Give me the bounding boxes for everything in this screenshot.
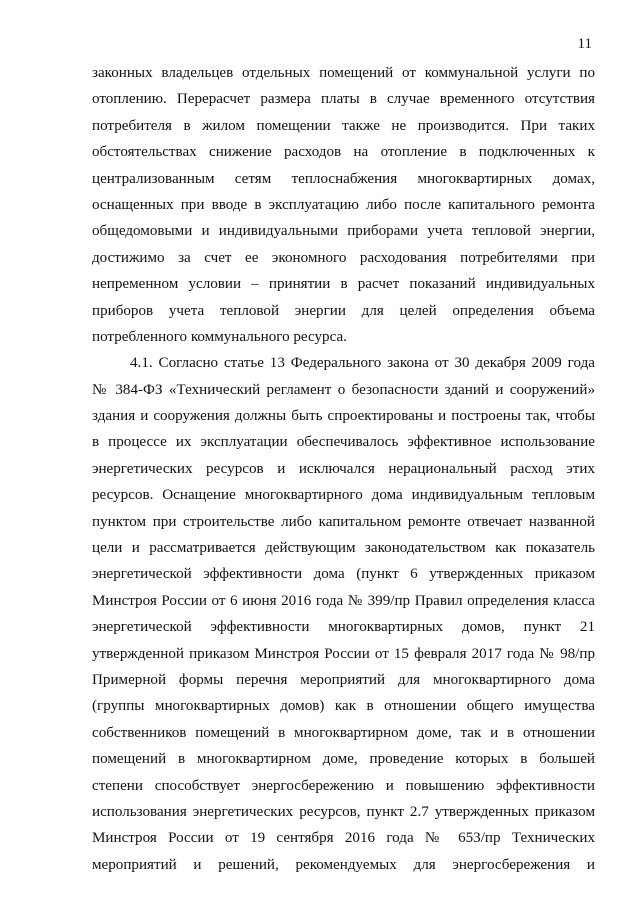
text-line: потребителя в жилом помещении также не производится. При таких <box>92 117 595 134</box>
text-line: 4.1. Согласно статье 13 Федерального закона от 30 декабря 2009 года <box>130 355 595 372</box>
text-line: здания и сооружения должны быть спроектированы и построены так, чтобы <box>92 408 595 425</box>
text-line: мероприятий и решений, рекомендуемых для энергосбережения и <box>92 856 595 873</box>
text-line: № 384-ФЗ «Технический регламент о безопасности зданий и сооружений» <box>92 381 595 398</box>
text-line: утвержденной приказом Минстроя России от 15 февраля 2017 года № 98/пр <box>92 645 595 662</box>
text-line: пунктом при строительстве либо капитальном ремонте отвечает названной <box>92 513 595 530</box>
text-line: централизованным сетям теплоснабжения многоквартирных домах, <box>92 170 595 187</box>
text-line: непременном условии – принятии в расчет показаний индивидуальных <box>92 276 595 293</box>
page-number: 11 <box>577 36 592 52</box>
text-line: энергетических ресурсов и исключался нерациональный расход этих <box>92 460 595 477</box>
text-line: помещений в многоквартирном доме, проведение которых в большей <box>92 751 595 768</box>
paragraph-4-1 <box>92 350 595 878</box>
text-line: законных владельцев отдельных помещений от коммунальной услуги по <box>92 65 595 81</box>
text-line: Примерной формы перечня мероприятий для многоквартирного дома <box>92 671 595 688</box>
text-line: оснащенных при вводе в эксплуатацию либо после капитального ремонта <box>92 196 595 213</box>
text-line: обстоятельствах снижение расходов на отопление в подключенных к <box>92 144 595 161</box>
text-line: Минстроя России от 19 сентября 2016 года № 653/пр Технических <box>92 830 595 847</box>
text-line: использования энергетических ресурсов, пункт 2.7 утвержденных приказом <box>92 803 595 820</box>
text-line: (группы многоквартирных домов) как в отношении общего имущества <box>92 698 595 715</box>
text-line: степени способствует энергосбережению и повышению эффективности <box>92 777 595 794</box>
text-line: Минстроя России от 6 июня 2016 года № 399/пр Правил определения класса <box>92 592 595 609</box>
text-line: потребленного коммунального ресурса. <box>92 328 347 345</box>
text-line: энергетической эффективности дома (пункт 6 утвержденных приказом <box>92 566 595 583</box>
text-line: общедомовыми и индивидуальными приборами учета тепловой энергии, <box>92 223 595 240</box>
text-line: цели и рассматривается действующим законодательством как показатель <box>92 540 595 557</box>
text-line: отоплению. Перерасчет размера платы в случае временного отсутствия <box>92 91 595 108</box>
text-line: в процессе их эксплуатации обеспечивалось эффективное использование <box>92 434 595 451</box>
text-line: ресурсов. Оснащение многоквартирного дома индивидуальным тепловым <box>92 487 595 504</box>
text-line: приборов учета тепловой энергии для целей определения объема <box>92 302 595 319</box>
paragraph-continued <box>92 60 595 350</box>
page-body <box>92 60 595 878</box>
text-line: достижимо за счет ее экономного расходования потребителями при <box>92 249 595 266</box>
text-line: собственников помещений в многоквартирном доме, так и в отношении <box>92 724 595 741</box>
text-line: энергетической эффективности многоквартирных домов, пункт 21 <box>92 619 595 636</box>
